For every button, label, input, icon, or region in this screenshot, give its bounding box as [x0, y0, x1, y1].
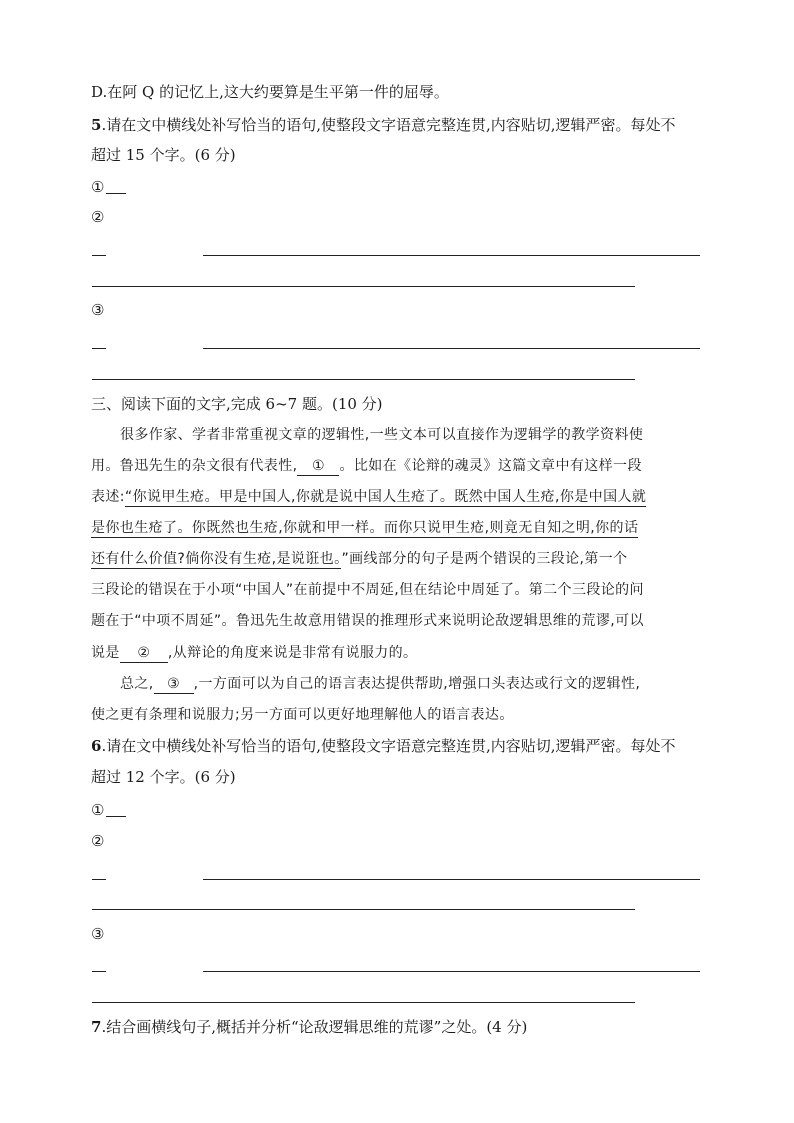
q6-mark-2: ②	[91, 832, 105, 850]
q5-answer-line-2b[interactable]	[92, 286, 635, 287]
passage-line-10: 使之更有条理和说服力;另一方面可以更好地理解他人的语言表达。	[91, 707, 514, 723]
passage-text: ,一方面可以为自己的语言表达提供帮助,增强口头表达或行文的逻辑性,	[193, 676, 641, 692]
blank-2[interactable]: ②	[120, 645, 168, 663]
q6-number: 6	[91, 737, 102, 755]
q5-answer-line-3b[interactable]	[92, 379, 635, 380]
q5-mark-1: ①	[91, 178, 105, 196]
q5-prompt-line2: 超过 15 个字。(6 分)	[91, 146, 236, 164]
q5-answer-line-1[interactable]	[106, 179, 126, 194]
passage-text: 用。鲁迅先生的杂文很有代表性,	[91, 458, 298, 474]
passage-line-3	[91, 487, 646, 507]
q6-answer-dash-2	[92, 879, 106, 880]
passage-text: ”画线部分的句子是两个错误的三段论,第一个	[341, 551, 628, 567]
q5-answer-line-2a[interactable]	[203, 255, 700, 256]
q6-mark-3: ③	[91, 925, 105, 943]
q6-mark-1: ①	[91, 801, 105, 819]
q5-answer-dash-2	[92, 255, 106, 256]
q6-answer-line-3b[interactable]	[92, 1002, 635, 1003]
underlined-sentence: 是你也生疮了。你既然也生疮,你就和甲一样。而你只说甲生疮,则竟无自知之明,你的话	[91, 520, 639, 536]
q6-prompt-line2: 超过 12 个字。(6 分)	[91, 768, 236, 786]
passage-text: 说是	[91, 645, 120, 661]
q6-answer-dash-3	[92, 971, 106, 972]
q5-prompt-text: .请在文中横线处补写恰当的语句,使整段文字语意完整连贯,内容贴切,逻辑严密。每处不	[101, 116, 676, 134]
passage-text: 。比如在《论辩的魂灵》这篇文章中有这样一段	[339, 458, 642, 474]
passage-line-8	[91, 643, 417, 663]
q5-prompt-line1	[91, 115, 676, 135]
option-d: D.在阿 Q 的记忆上,这大约要算是生平第一件的屈辱。	[91, 83, 449, 101]
passage-line-1: 很多作家、学者非常重视文章的逻辑性,一些文本可以直接作为逻辑学的教学资料使	[120, 427, 644, 443]
q6-answer-line-1[interactable]	[106, 802, 126, 817]
passage-text: 表述:	[91, 489, 125, 505]
passage-line-5	[91, 549, 628, 569]
passage-line-6: 三段论的错误在于小项“中国人”在前提中不周延,但在结论中周延了。第二个三段论的问	[91, 582, 644, 598]
passage-text: ,从辩论的角度来说是非常有说服力的。	[167, 645, 418, 661]
q6-answer-line-2b[interactable]	[92, 909, 635, 910]
q5-mark-2: ②	[91, 208, 105, 226]
q6-answer-line-3a[interactable]	[203, 971, 700, 972]
q5-answer-1[interactable]	[91, 177, 126, 197]
q7-number: 7	[91, 1018, 102, 1036]
q5-answer-line-3a[interactable]	[203, 348, 700, 349]
passage-text: 总之,	[120, 676, 154, 692]
blank-3[interactable]: ③	[154, 676, 194, 694]
q6-answer-1[interactable]	[91, 800, 126, 820]
q5-answer-dash-3	[92, 348, 106, 349]
q5-number: 5	[91, 116, 102, 134]
q5-mark-3: ③	[91, 301, 105, 319]
q6-prompt-text: .请在文中横线处补写恰当的语句,使整段文字语意完整连贯,内容贴切,逻辑严密。每处不	[101, 737, 676, 755]
passage-line-4	[91, 518, 638, 538]
section-3-heading: 三、阅读下面的文字,完成 6~7 题。(10 分)	[91, 395, 383, 413]
passage-line-9	[120, 674, 640, 694]
q6-answer-line-2a[interactable]	[203, 879, 700, 880]
passage-line-7: 题在于“中项不周延”。鲁迅先生故意用错误的推理形式来说明论敌逻辑思维的荒谬,可以	[91, 613, 644, 629]
passage-line-2	[91, 456, 642, 476]
q6-prompt-line1	[91, 736, 676, 756]
q7-prompt	[91, 1017, 527, 1037]
q7-prompt-text: .结合画横线句子,概括并分析“论敌逻辑思维的荒谬”之处。(4 分)	[101, 1018, 528, 1036]
underlined-sentence: 还有什么价值?倘你没有生疮,是说诳也。	[91, 551, 342, 567]
blank-1[interactable]: ①	[297, 458, 339, 476]
underlined-sentence: “你说甲生疮。甲是中国人,你就是说中国人生疮了。既然中国人生疮,你是中国人就	[124, 489, 647, 505]
